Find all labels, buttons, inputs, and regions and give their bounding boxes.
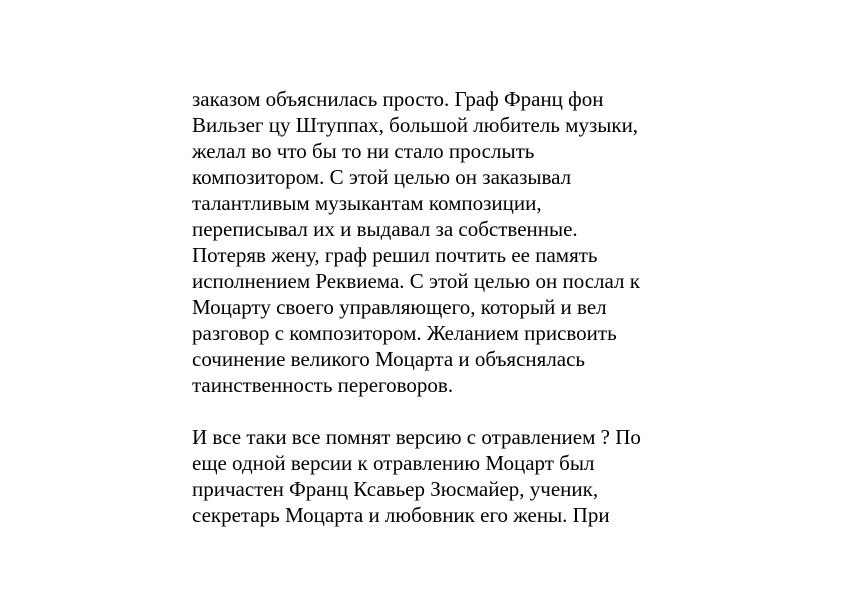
- text-line: Потеряв жену, граф решил почтить ее память: [192, 243, 598, 267]
- text-line: талантливым музыкантам композиции,: [192, 191, 542, 215]
- text-line: Вильзег цу Штуппах, большой любитель музыки,: [192, 113, 639, 137]
- text-line: заказом объяснилась просто. Граф Франц фон: [192, 87, 604, 111]
- text-line: причастен Франц Ксавьер Зюсмайер, ученик,: [192, 477, 599, 501]
- text-line: И все таки все помнят версию с отравлением ? По: [192, 425, 641, 449]
- text-line: желал во что бы то ни стало прослыть: [192, 139, 535, 163]
- text-line: таинственность переговоров.: [192, 373, 454, 397]
- paragraph-2: [192, 424, 712, 528]
- paragraph-1: [192, 86, 712, 398]
- text-line: переписывал их и выдавал за собственные.: [192, 217, 578, 241]
- text-line: композитором. С этой целью он заказывал: [192, 165, 572, 189]
- text-line: исполнением Реквиема. С этой целью он послал к: [192, 269, 640, 293]
- text-line: еще одной версии к отравлению Моцарт был: [192, 451, 595, 475]
- paragraph-spacer: [192, 398, 712, 424]
- document-text: [192, 86, 712, 528]
- text-line: Моцарту своего управляющего, который и вел: [192, 295, 607, 319]
- text-line: секретарь Моцарта и любовник его жены. При: [192, 503, 610, 527]
- text-line: разговор с композитором. Желанием присвоить: [192, 321, 617, 345]
- text-line: сочинение великого Моцарта и объяснялась: [192, 347, 586, 371]
